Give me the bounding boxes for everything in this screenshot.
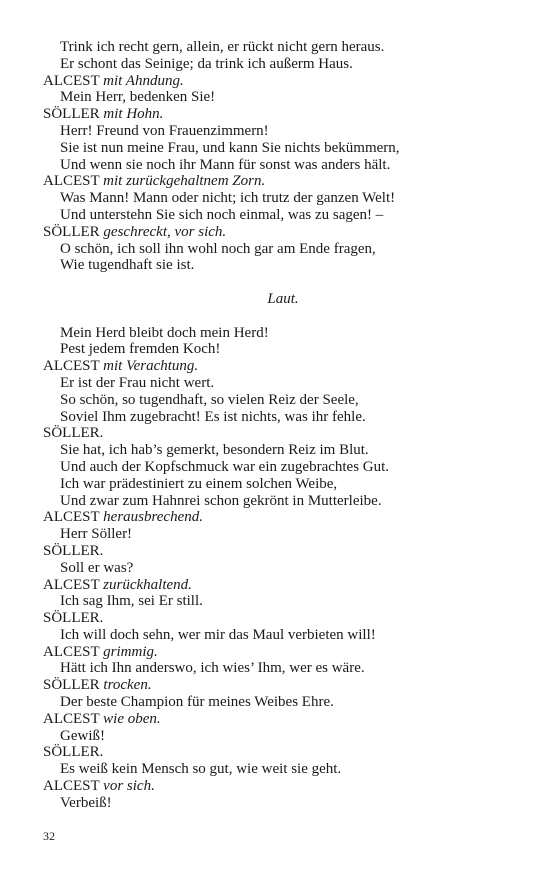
speaker-line bbox=[43, 778, 523, 795]
speaker-name: ALCEST bbox=[43, 778, 100, 795]
verse-line: Trink ich recht gern, allein, er rückt nicht gern heraus. bbox=[60, 39, 385, 55]
verse-line: Mein Herd bleibt doch mein Herd! bbox=[60, 324, 269, 341]
speaker-line bbox=[43, 173, 523, 190]
verse-line: Sie ist nun meine Frau, und kann Sie nichts bekümmern, bbox=[60, 139, 400, 156]
speaker-name: SÖLLER. bbox=[43, 744, 104, 761]
verse-line: Er schont das Seinige; da trink ich außerm Haus. bbox=[60, 55, 353, 72]
verse-line: O schön, ich soll ihn wohl noch gar am Ende fragen, bbox=[60, 240, 376, 257]
speaker-direction: trocken. bbox=[103, 677, 152, 694]
speaker-direction: herausbrechend. bbox=[103, 509, 203, 526]
speaker-line bbox=[43, 425, 523, 442]
speaker-direction: grimmig. bbox=[103, 643, 158, 660]
speaker-name: SÖLLER. bbox=[43, 610, 104, 627]
speaker-line bbox=[43, 224, 523, 241]
page-number: 32 bbox=[43, 829, 55, 843]
verse-line: Soviel Ihm zugebracht! Es ist nichts, was ihr fehle. bbox=[60, 408, 366, 425]
speaker-line bbox=[43, 73, 523, 90]
verse-line: Und unterstehn Sie sich noch einmal, was zu sagen! – bbox=[60, 206, 384, 223]
verse-line: Ich war prädestiniert zu einem solchen Weibe, bbox=[60, 475, 338, 492]
verse-line: Pest jedem fremden Koch! bbox=[60, 341, 221, 358]
speaker-line bbox=[43, 509, 523, 526]
verse-line: Herr! Freund von Frauenzimmern! bbox=[60, 122, 269, 139]
speaker-line bbox=[43, 106, 523, 123]
speaker-name: ALCEST bbox=[43, 358, 100, 375]
speaker-line bbox=[43, 543, 523, 560]
speaker-name: SÖLLER bbox=[43, 223, 100, 240]
verse-line: Und zwar zum Hahnrei schon gekrönt in Mutterleibe. bbox=[60, 492, 382, 509]
speaker-direction: vor sich. bbox=[103, 778, 155, 795]
verse-line: Gewiß! bbox=[60, 727, 105, 744]
verse-line: Mein Herr, bedenken Sie! bbox=[60, 89, 216, 106]
verse-line: Er ist der Frau nicht wert. bbox=[60, 374, 215, 391]
blank-line bbox=[43, 308, 523, 325]
blank-line bbox=[43, 274, 523, 291]
speaker-name: SÖLLER. bbox=[43, 542, 104, 559]
verse-line: Soll er was? bbox=[60, 559, 134, 576]
speaker-direction: geschreckt, vor sich. bbox=[103, 223, 227, 240]
verse-line: Es weiß kein Mensch so gut, wie weit sie geht. bbox=[60, 761, 342, 778]
speaker-name: ALCEST bbox=[43, 72, 100, 89]
speaker-line bbox=[43, 744, 523, 761]
verse-line: Ich sag Ihm, sei Er still. bbox=[60, 593, 203, 610]
speaker-direction: mit zurückgehaltnem Zorn. bbox=[103, 173, 266, 190]
verse-line: Wie tugendhaft sie ist. bbox=[60, 257, 195, 274]
speaker-line bbox=[43, 677, 523, 694]
verse-line: Verbeiß! bbox=[60, 794, 112, 811]
verse-line: Sie hat, ich hab’s gemerkt, besondern Reiz im Blut. bbox=[60, 442, 369, 459]
speaker-line bbox=[43, 610, 523, 627]
verse-line: Und auch der Kopfschmuck war ein zugebrachtes Gut. bbox=[60, 458, 390, 475]
verse-line: Herr Söller! bbox=[60, 526, 133, 543]
speaker-direction: mit Verachtung. bbox=[103, 358, 199, 375]
page-text bbox=[43, 39, 523, 812]
speaker-name: ALCEST bbox=[43, 509, 100, 526]
verse-line: Und wenn sie noch ihr Mann für sonst was anders hält. bbox=[60, 156, 391, 173]
stage-direction: Laut. bbox=[267, 290, 299, 307]
speaker-name: ALCEST bbox=[43, 643, 100, 660]
speaker-name: SÖLLER bbox=[43, 106, 100, 123]
verse-line: Hätt ich Ihn anderswo, ich wies’ Ihm, wer es wäre. bbox=[60, 660, 365, 677]
verse-line: So schön, so tugendhaft, so vielen Reiz der Seele, bbox=[60, 391, 359, 408]
speaker-line bbox=[43, 358, 523, 375]
speaker-direction: zurückhaltend. bbox=[103, 576, 192, 593]
verse-line: Was Mann! Mann oder nicht; ich trutz der ganzen Welt! bbox=[60, 190, 396, 207]
verse-line: Der beste Champion für meines Weibes Ehre. bbox=[60, 694, 334, 711]
speaker-name: ALCEST bbox=[43, 173, 100, 190]
speaker-direction: mit Ahndung. bbox=[103, 72, 184, 89]
speaker-name: ALCEST bbox=[43, 710, 100, 727]
speaker-name: SÖLLER bbox=[43, 677, 100, 694]
verse-line: Ich will doch sehn, wer mir das Maul verbieten will! bbox=[60, 626, 376, 643]
speaker-name: SÖLLER. bbox=[43, 425, 104, 442]
speaker-direction: wie oben. bbox=[103, 710, 161, 727]
speaker-direction: mit Hohn. bbox=[103, 106, 164, 123]
speaker-line bbox=[43, 711, 523, 728]
speaker-name: ALCEST bbox=[43, 576, 100, 593]
speaker-line bbox=[43, 577, 523, 594]
speaker-line bbox=[43, 644, 523, 661]
